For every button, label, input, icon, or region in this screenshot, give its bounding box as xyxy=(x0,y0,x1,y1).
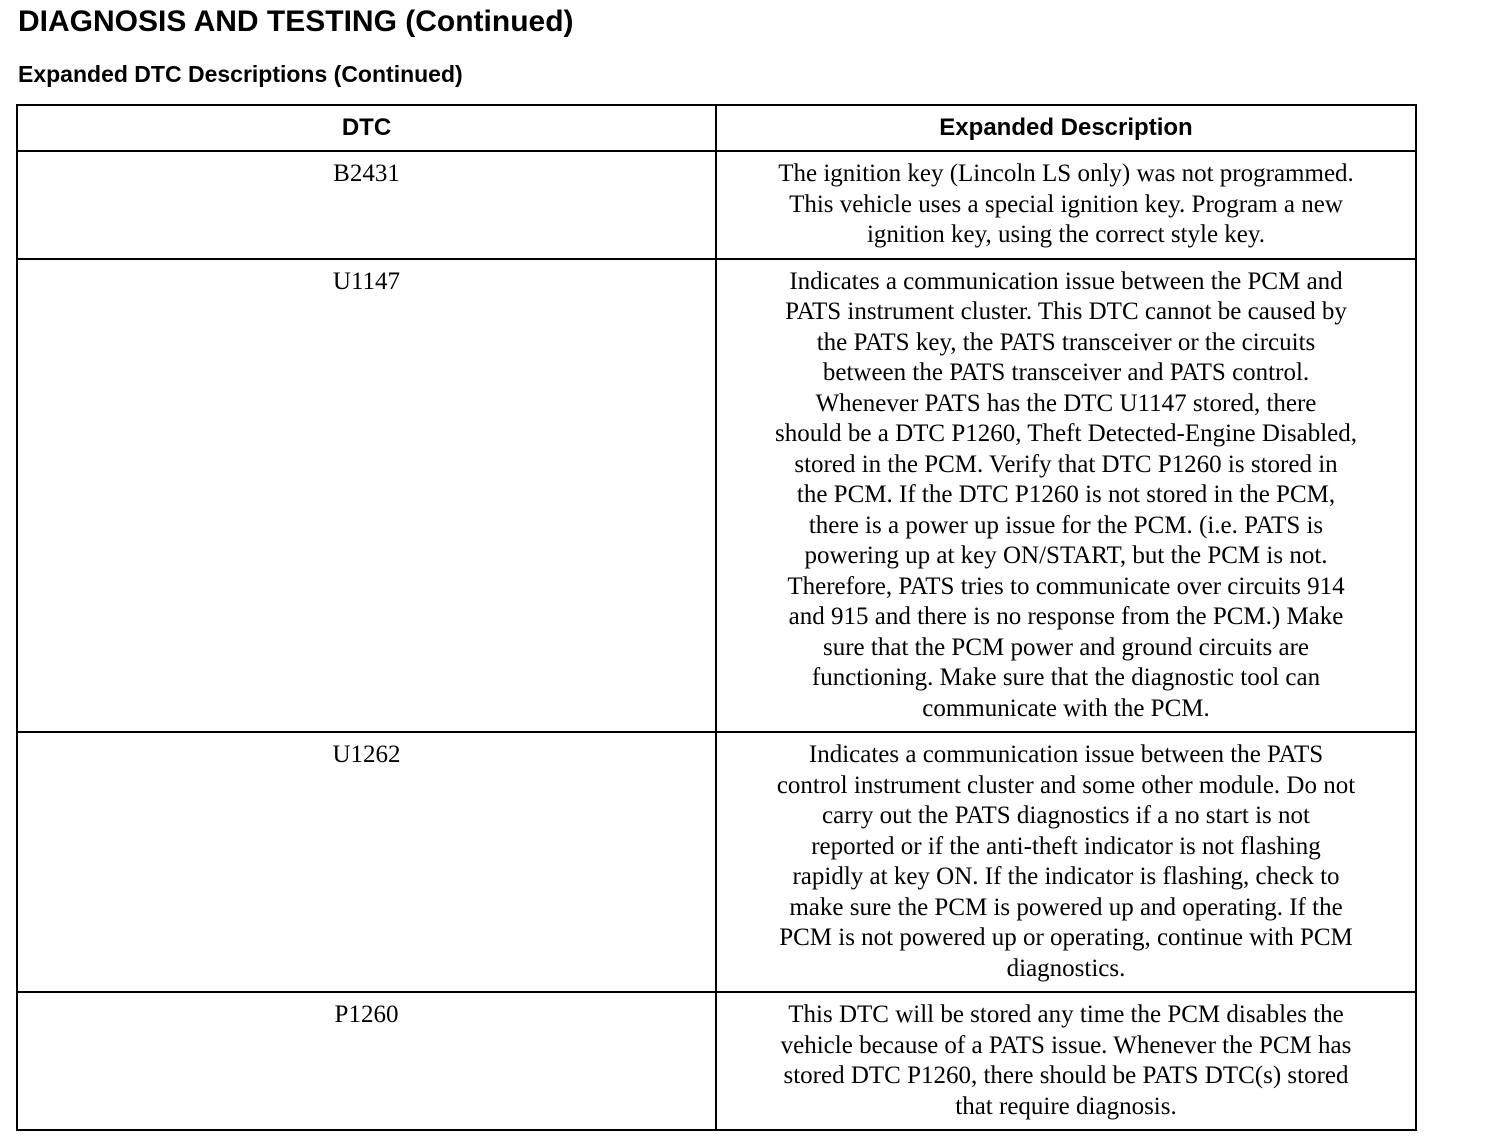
description-line: there is a power up issue for the PCM. (i.e. PATS is xyxy=(808,511,1324,539)
description-line: reported or if the anti-theft indicator is not flashing xyxy=(811,832,1321,860)
dtc-code: B2431 xyxy=(17,151,716,259)
description-line: Therefore, PATS tries to communicate over circuits 914 xyxy=(787,572,1345,600)
table-row xyxy=(17,259,1416,733)
description-line: The ignition key (Lincoln LS only) was not programmed. xyxy=(778,160,1354,187)
description-line: Indicates a communication issue between the PATS xyxy=(808,741,1324,768)
table-row xyxy=(17,732,1416,992)
description-line: between the PATS transceiver and PATS control. xyxy=(822,359,1310,386)
dtc-description xyxy=(716,151,1416,259)
description-line: and 915 and there is no response from the PCM.) Make xyxy=(788,603,1344,630)
description-line: communicate with the PCM. xyxy=(922,694,1210,722)
description-line: powering up at key ON/START, but the PCM is not. xyxy=(804,542,1328,569)
description-line: PATS instrument cluster. This DTC cannot be caused by xyxy=(785,298,1347,325)
description-line: stored DTC P1260, there should be PATS DTC(s) stored xyxy=(783,1062,1349,1089)
description-line: diagnostics. xyxy=(1006,954,1126,982)
column-header-dtc: DTC xyxy=(17,105,716,151)
description-line: the PATS key, the PATS transceiver or the circuits xyxy=(816,328,1316,356)
description-line: ignition key, using the correct style key. xyxy=(866,221,1266,248)
description-line: make sure the PCM is powered up and operating. If the xyxy=(789,893,1343,921)
dtc-code: U1147 xyxy=(17,259,716,733)
description-line: functioning. Make sure that the diagnostic tool can xyxy=(811,664,1321,691)
description-line: the PCM. If the DTC P1260 is not stored in the PCM, xyxy=(796,481,1336,508)
description-line: PCM is not powered up or operating, continue with PCM xyxy=(779,924,1353,951)
dtc-description xyxy=(716,732,1416,992)
dtc-table xyxy=(16,104,1417,1131)
description-line: Indicates a communication issue between the PCM and xyxy=(789,267,1343,295)
table-row xyxy=(17,992,1416,1130)
table-row xyxy=(17,151,1416,259)
description-line: should be a DTC P1260, Theft Detected-Engine Disabled, xyxy=(774,420,1358,447)
table-body xyxy=(17,151,1416,1130)
description-line: sure that the PCM power and ground circuits are xyxy=(823,633,1309,661)
description-line: rapidly at key ON. If the indicator is flashing, check to xyxy=(792,863,1340,890)
description-line: This vehicle uses a special ignition key. Program a new xyxy=(789,190,1343,218)
description-line: carry out the PATS diagnostics if a no start is not xyxy=(822,802,1310,829)
description-line: This DTC will be stored any time the PCM disables the xyxy=(788,1001,1344,1028)
description-line: vehicle because of a PATS issue. Whenever the PCM has xyxy=(780,1031,1352,1059)
column-header-description: Expanded Description xyxy=(716,105,1416,151)
dtc-description xyxy=(716,259,1416,733)
dtc-code: U1262 xyxy=(17,732,716,992)
table-header xyxy=(17,105,1416,151)
dtc-code: P1260 xyxy=(17,992,716,1130)
description-line: Whenever PATS has the DTC U1147 stored, there xyxy=(815,389,1317,417)
description-line: that require diagnosis. xyxy=(955,1092,1177,1120)
page-title: DIAGNOSIS AND TESTING (Continued) xyxy=(18,5,574,38)
dtc-description xyxy=(716,992,1416,1130)
description-line: stored in the PCM. Verify that DTC P1260 is stored in xyxy=(794,450,1338,478)
section-title: Expanded DTC Descriptions (Continued) xyxy=(18,61,463,87)
table-header-row xyxy=(17,105,1416,151)
description-line: control instrument cluster and some other module. Do not xyxy=(776,771,1356,799)
